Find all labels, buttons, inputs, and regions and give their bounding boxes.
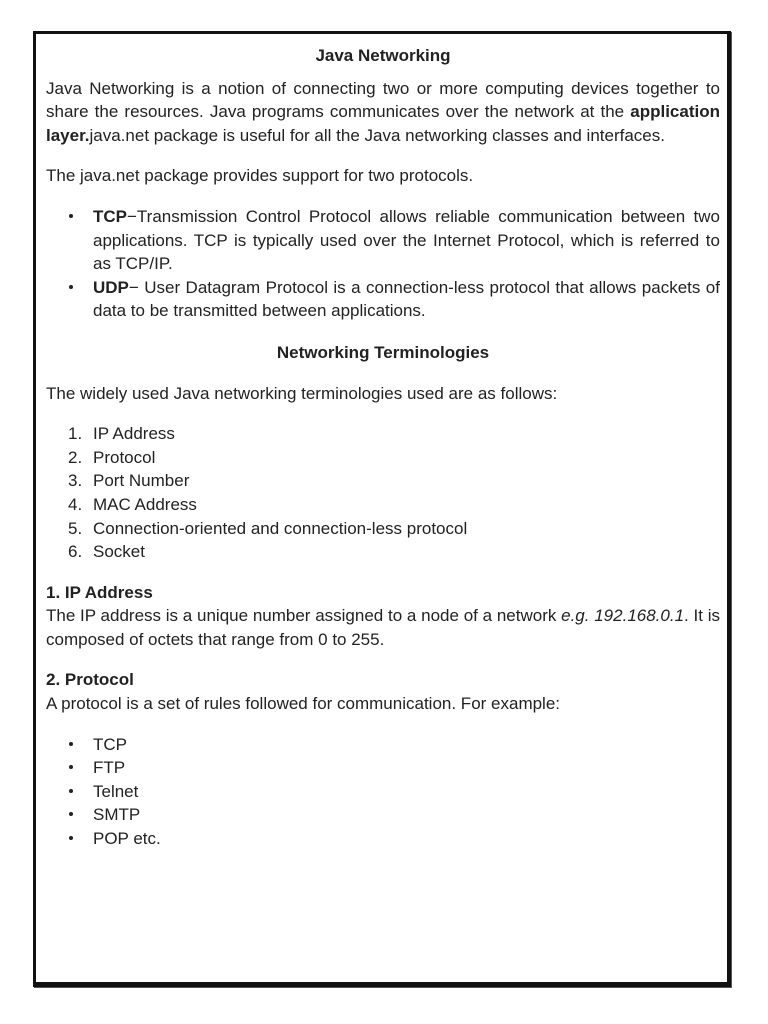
protocol-desc: −Transmission Control Protocol allows reliable communication between two applications. TCP is typically used over the Internet Protocol, which is referred to as TCP/IP. bbox=[93, 206, 720, 274]
list-item bbox=[46, 733, 720, 757]
terminologies-title: Networking Terminologies bbox=[276, 342, 490, 362]
ip-example: e.g. 192.168.0.1 bbox=[561, 606, 685, 626]
list-item bbox=[46, 422, 720, 446]
protocols-intro: The java.net package provides support for two protocols. bbox=[46, 166, 474, 186]
ip-text-2: . It is composed of octets that range from 0 to 255. bbox=[46, 606, 720, 649]
protocol-heading: 2. Protocol bbox=[46, 670, 134, 690]
list-label: Port Number bbox=[93, 471, 190, 491]
terminology-list bbox=[46, 422, 720, 564]
list-label: Protocol bbox=[93, 447, 156, 467]
intro-text-1: Java Networking is a notion of connecting two or more computing devices together to share the resources. Java programs communicates over the network at the bbox=[46, 78, 720, 122]
bullet-icon bbox=[69, 742, 73, 746]
list-label: POP etc. bbox=[93, 829, 161, 849]
list-item bbox=[46, 517, 720, 541]
list-number: 3. bbox=[68, 471, 83, 491]
list-label: Connection-oriented and connection-less protocol bbox=[93, 518, 468, 538]
list-number: 2. bbox=[68, 447, 83, 467]
intro-bold: application layer. bbox=[46, 102, 720, 145]
list-item bbox=[46, 446, 720, 470]
list-item bbox=[46, 756, 720, 780]
list-number: 4. bbox=[68, 494, 83, 514]
bullet-icon bbox=[69, 789, 73, 793]
bullet-icon bbox=[69, 812, 73, 816]
list-item bbox=[46, 827, 720, 851]
protocol-term: TCP bbox=[93, 206, 127, 226]
intro-paragraph bbox=[46, 77, 720, 148]
list-label: SMTP bbox=[93, 805, 141, 825]
list-number: 5. bbox=[68, 518, 83, 538]
list-label: IP Address bbox=[93, 424, 175, 444]
page-title: Java Networking bbox=[315, 46, 451, 65]
list-item bbox=[46, 780, 720, 804]
bullet-icon bbox=[69, 765, 73, 769]
terminologies-intro: The widely used Java networking terminologies used are as follows: bbox=[46, 383, 558, 403]
protocol-paragraph: A protocol is a set of rules followed for communication. For example: bbox=[46, 694, 561, 714]
list-item bbox=[46, 493, 720, 517]
protocol-examples-list bbox=[46, 733, 720, 851]
list-item bbox=[46, 276, 720, 323]
list-label: FTP bbox=[93, 758, 126, 778]
list-label: MAC Address bbox=[93, 494, 197, 514]
list-item bbox=[46, 205, 720, 276]
bullet-icon bbox=[69, 285, 73, 289]
list-item bbox=[46, 469, 720, 493]
ip-text-1: The IP address is a unique number assigned to a node of a network bbox=[46, 606, 562, 626]
list-item bbox=[46, 803, 720, 827]
ip-address-paragraph bbox=[46, 604, 720, 651]
list-label: Telnet bbox=[93, 781, 139, 801]
protocol-term: UDP bbox=[93, 277, 129, 297]
intro-text-2: java.net package is useful for all the Java networking classes and interfaces. bbox=[89, 125, 665, 145]
bullet-icon bbox=[69, 214, 73, 218]
list-label: Socket bbox=[93, 542, 145, 562]
document-body bbox=[46, 44, 720, 851]
list-number: 6. bbox=[68, 542, 83, 562]
bullet-icon bbox=[69, 836, 73, 840]
list-label: TCP bbox=[93, 734, 127, 754]
ip-address-heading: 1. IP Address bbox=[46, 582, 153, 602]
protocol-desc: − User Datagram Protocol is a connection-less protocol that allows packets of data to be transmitted between applications. bbox=[93, 277, 720, 321]
list-item bbox=[46, 540, 720, 564]
list-number: 1. bbox=[68, 424, 83, 444]
protocol-list bbox=[46, 205, 720, 323]
